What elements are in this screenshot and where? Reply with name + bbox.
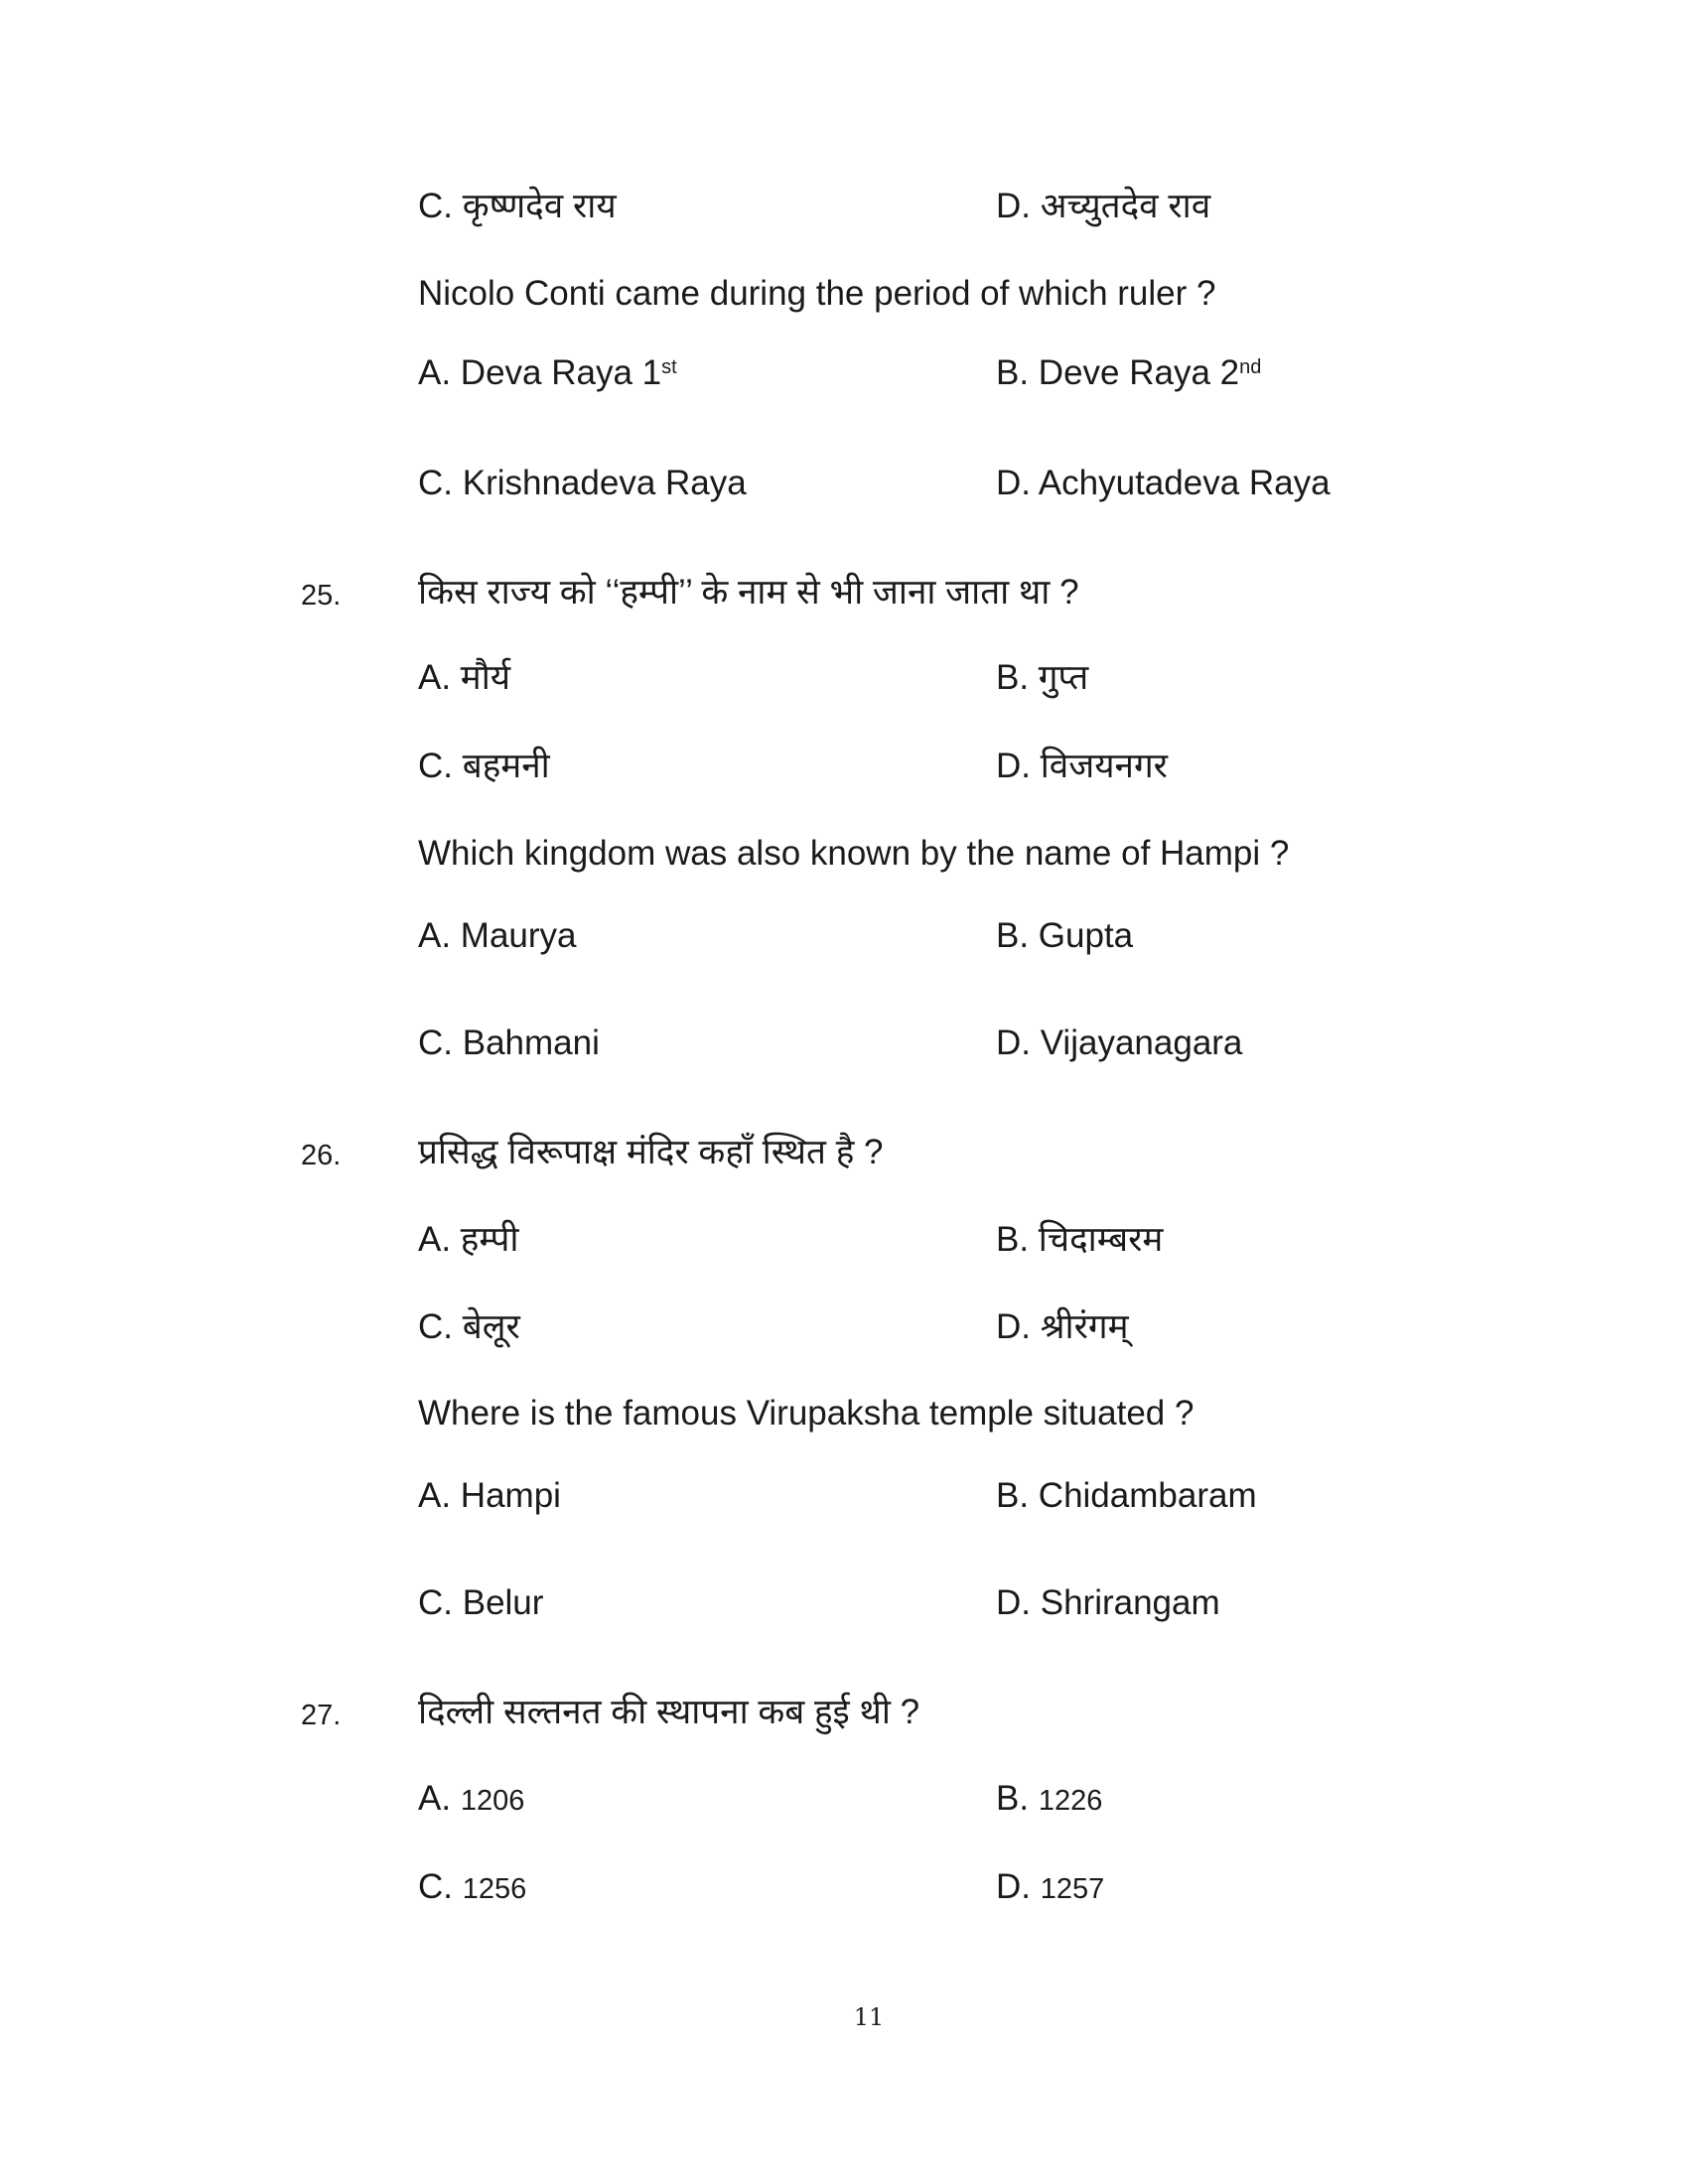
q26-hi-option-d: D. श्रीरंगम् [996, 1307, 1129, 1346]
q26-en-option-c: C. Belur [418, 1583, 544, 1622]
option-value: 1226 [1038, 1785, 1103, 1817]
q25-hi-option-b: B. गुप्त [996, 658, 1089, 697]
q26-number: 26. [301, 1140, 342, 1171]
q25-en-option-c: C. Bahmani [418, 1024, 600, 1062]
q25-en-option-b: B. Gupta [996, 916, 1134, 955]
q26-hi-option-a: A. हम्पी [418, 1220, 519, 1259]
option-text: B. Deve Raya 2 [996, 353, 1240, 392]
q27-option-d [996, 1867, 1104, 1909]
q26-hi-option-b: B. चिदाम्बरम [996, 1220, 1164, 1259]
q27-option-a [418, 1779, 524, 1821]
q27-option-b [996, 1779, 1102, 1821]
option-value: 1206 [460, 1785, 525, 1817]
q25-number: 25. [301, 580, 342, 612]
q27-number: 27. [301, 1700, 342, 1731]
option-letter: D. [996, 1867, 1031, 1906]
superscript: st [661, 356, 677, 378]
option-value: 1256 [462, 1873, 527, 1905]
q24-hi-option-d: D. अच्युतदेव राव [996, 187, 1211, 225]
q25-en-option-a: A. Maurya [418, 916, 577, 955]
q26-hi-question: प्रसिद्ध विरूपाक्ष मंदिर कहाँ स्थित है ? [418, 1133, 884, 1171]
q24-hi-option-c: C. कृष्णदेव राय [418, 187, 617, 225]
q25-hi-option-a: A. मौर्य [418, 658, 511, 697]
option-text: A. Deva Raya 1 [418, 353, 662, 392]
page-number: 11 [853, 2003, 885, 2031]
q24-en-option-b [996, 353, 1261, 393]
q25-hi-option-d: D. विजयनगर [996, 747, 1168, 785]
q25-en-option-d: D. Vijayanagara [996, 1024, 1243, 1062]
q24-en-option-d: D. Achyutadeva Raya [996, 464, 1331, 502]
q26-en-option-d: D. Shrirangam [996, 1583, 1220, 1622]
option-letter: C. [418, 1867, 453, 1906]
q26-en-option-a: A. Hampi [418, 1476, 561, 1515]
option-value: 1257 [1040, 1873, 1105, 1905]
q25-hi-option-c: C. बहमनी [418, 747, 550, 785]
q26-hi-option-c: C. बेलूर [418, 1307, 520, 1346]
q27-option-c [418, 1867, 526, 1909]
q24-en-option-a [418, 353, 677, 393]
option-letter: B. [996, 1779, 1030, 1818]
q27-hi-question: दिल्ली सल्तनत की स्थापना कब हुई थी ? [418, 1693, 920, 1731]
q25-hi-question: किस राज्य को ‘‘हम्पी’’ के नाम से भी जाना जाता था ? [418, 573, 1079, 612]
q26-en-option-b: B. Chidambaram [996, 1476, 1257, 1515]
superscript: nd [1239, 356, 1262, 378]
q25-en-question: Which kingdom was also known by the name of Hampi ? [418, 834, 1290, 873]
q24-en-question: Nicolo Conti came during the period of which ruler ? [418, 274, 1216, 313]
q24-en-option-c: C. Krishnadeva Raya [418, 464, 747, 502]
q26-en-question: Where is the famous Virupaksha temple situated ? [418, 1394, 1195, 1433]
option-letter: A. [418, 1779, 452, 1818]
